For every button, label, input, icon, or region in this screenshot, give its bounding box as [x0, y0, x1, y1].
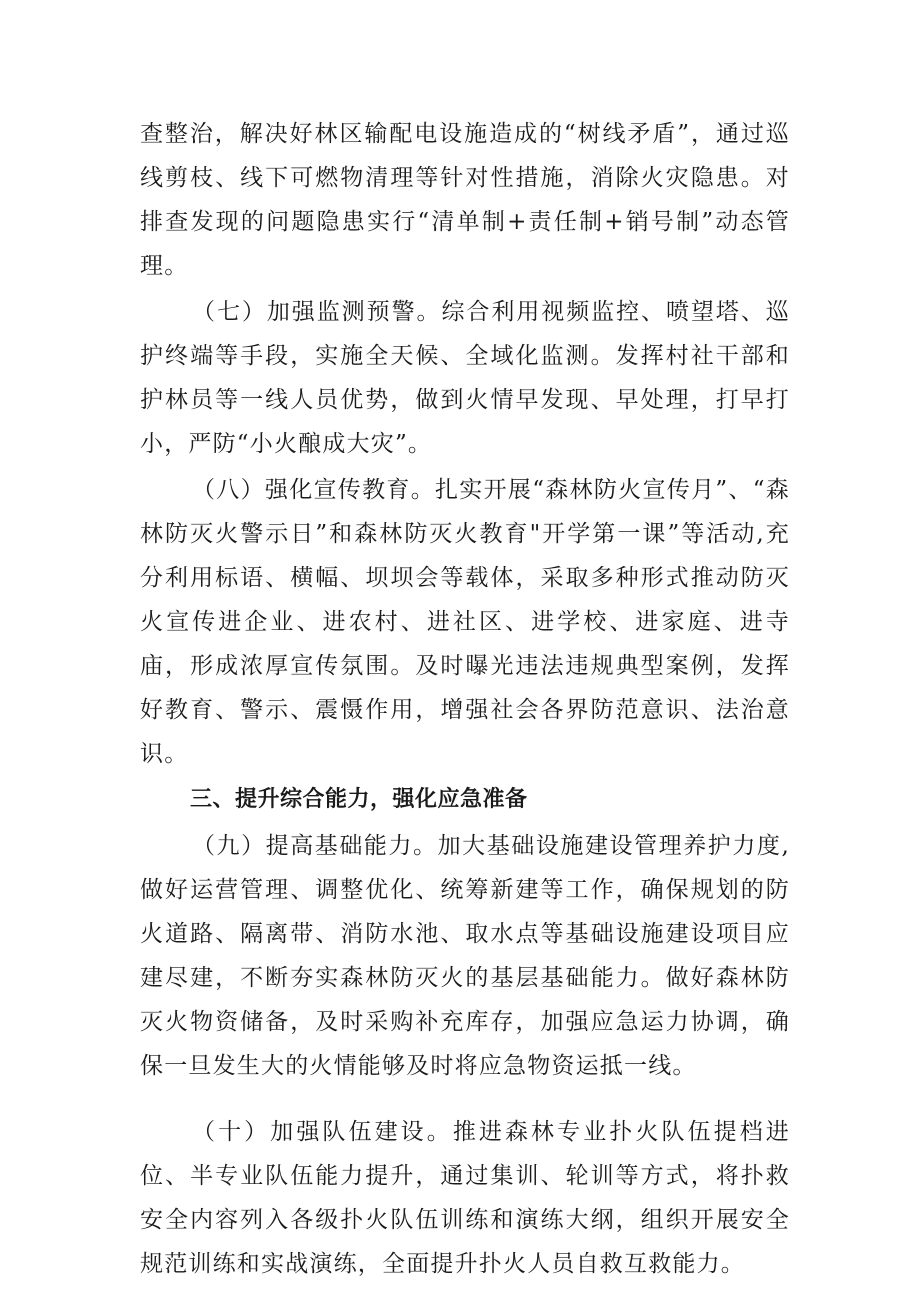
document-body	[140, 112, 790, 1286]
paragraph-team-building: （十）加强队伍建设。推进森林专业扑火队伍提档进位、半专业队伍能力提升，通过集训、轮训等方式，将扑救安全内容列入各级扑火队伍训练和演练大纲，组织开展安全规范训练和实战演练，全面提升扑火人员自救互救能力。	[140, 1119, 790, 1277]
paragraph-continuation: 查整治，解决好林区输配电设施造成的“树线矛盾”，通过巡线剪枝、线下可燃物清理等针对性措施，消除火灾隐患。对排查发现的问题隐患实行“清单制+责任制+销号制”动态管理。	[140, 121, 790, 279]
section-heading-3: 三、提升综合能力，强化应急准备	[190, 787, 528, 812]
paragraph-publicity-education: （八）强化宣传教育。扎实开展“森林防火宣传月”、“森林防灭火警示日”和森林防灭火教育"开学第一课”等活动,充分利用标语、横幅、坝坝会等载体，采取多种形式推动防灭火宣传进企业、进农村、进社区、进学校、进家庭、进寺庙，形成浓厚宣传氛围。及时曝光违法违规典型案例，发挥好教育、警示、震慑作用，增强社会各界防范意识、法治意识。	[140, 477, 790, 767]
paragraph-basic-capability: （九）提高基础能力。加大基础设施建设管理养护力度,做好运营管理、调整优化、统筹新建等工作，确保规划的防火道路、隔离带、消防水池、取水点等基础设施建设项目应建尽建，不断夯实森林防灭火的基层基础能力。做好森林防灭火物资储备，及时采购补充库存，加强应急运力协调，确保一旦发生大的火情能够及时将应急物资运抵一线。	[140, 833, 790, 1079]
paragraph-monitoring-warning: （七）加强监测预警。综合利用视频监控、喷望塔、巡护终端等手段，实施全天候、全域化监测。发挥村社干部和护林员等一线人员优势，做到火情早发现、早处理，打早打小，严防“小火酿成大灾”。	[140, 299, 790, 457]
